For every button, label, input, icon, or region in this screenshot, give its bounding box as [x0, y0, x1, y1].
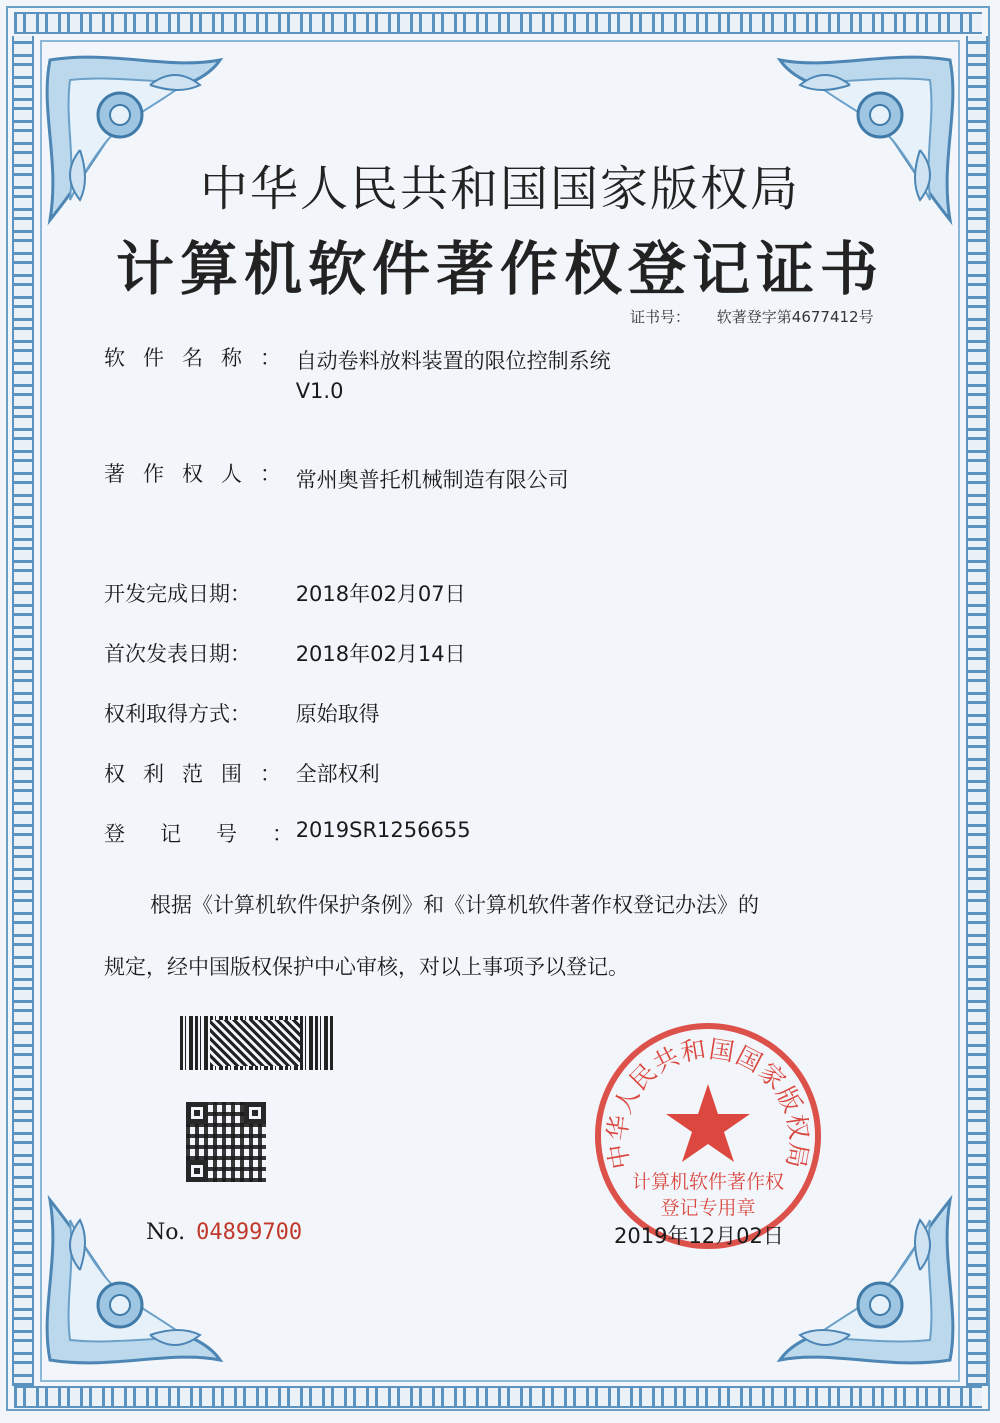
greek-key-border-top — [14, 12, 982, 34]
qr-code-icon — [186, 1102, 266, 1182]
certificate-number-value: 软著登字第4677412号 — [716, 308, 874, 326]
serial-value: 04899700 — [196, 1220, 303, 1245]
field-value: 2018年02月07日 — [295, 582, 466, 606]
certificate-title: 计算机软件著作权登记证书 — [115, 235, 884, 303]
statement-line: 规定，经中国版权保护中心审核，对以上事项予以登记。 — [104, 955, 629, 979]
field-value: 全部权利 — [295, 762, 380, 786]
official-seal-icon — [590, 1018, 826, 1254]
software-name-line: 自动卷料放料装置的限位控制系统 — [295, 349, 611, 373]
serial-prefix: No. — [146, 1220, 186, 1245]
certificate-number — [630, 306, 874, 327]
statement-line: 根据《计算机软件保护条例》和《计算机软件著作权登记办法》的 — [150, 893, 759, 917]
field-label: 权利范围： — [104, 762, 299, 786]
corner-ornament-icon — [30, 1180, 260, 1380]
field-label: 登记号： — [104, 822, 328, 846]
issue-date: 2019年12月02日 — [614, 1224, 784, 1248]
field-rights-scope — [104, 758, 380, 788]
field-label: 权利取得方式： — [104, 702, 251, 726]
software-version-line: V1.0 — [295, 379, 344, 403]
field-label: 开发完成日期： — [104, 582, 251, 606]
field-software-name — [104, 342, 611, 406]
field-completion-date — [104, 578, 466, 608]
field-registration-number — [104, 818, 471, 848]
serial-number — [146, 1220, 302, 1245]
issuer-title: 中华人民共和国国家版权局 — [199, 161, 800, 217]
field-label: 著作权人： — [104, 462, 299, 486]
field-value: 原始取得 — [295, 702, 380, 726]
field-label: 首次发表日期： — [104, 642, 251, 666]
greek-key-border-bottom — [14, 1386, 982, 1408]
field-label: 软件名称： — [104, 346, 299, 370]
statement-paragraph — [104, 874, 924, 998]
field-acquisition-method — [104, 698, 380, 728]
field-value — [296, 346, 611, 406]
field-value: 2018年02月14日 — [295, 642, 466, 666]
seal-center-line2: 登记专用章 — [660, 1197, 756, 1219]
field-publish-date — [104, 638, 466, 668]
certificate-number-label: 证书号： — [630, 308, 691, 326]
field-copyright-owner — [104, 458, 569, 494]
field-value: 2019SR1256655 — [295, 818, 471, 842]
field-value: 常州奥普托机械制造有限公司 — [295, 468, 569, 492]
seal-center-line1: 计算机软件著作权 — [631, 1171, 785, 1193]
seal-ring-text: 中华人民共和国国家版权局 — [602, 1034, 814, 1172]
barcode-icon — [180, 1016, 334, 1070]
